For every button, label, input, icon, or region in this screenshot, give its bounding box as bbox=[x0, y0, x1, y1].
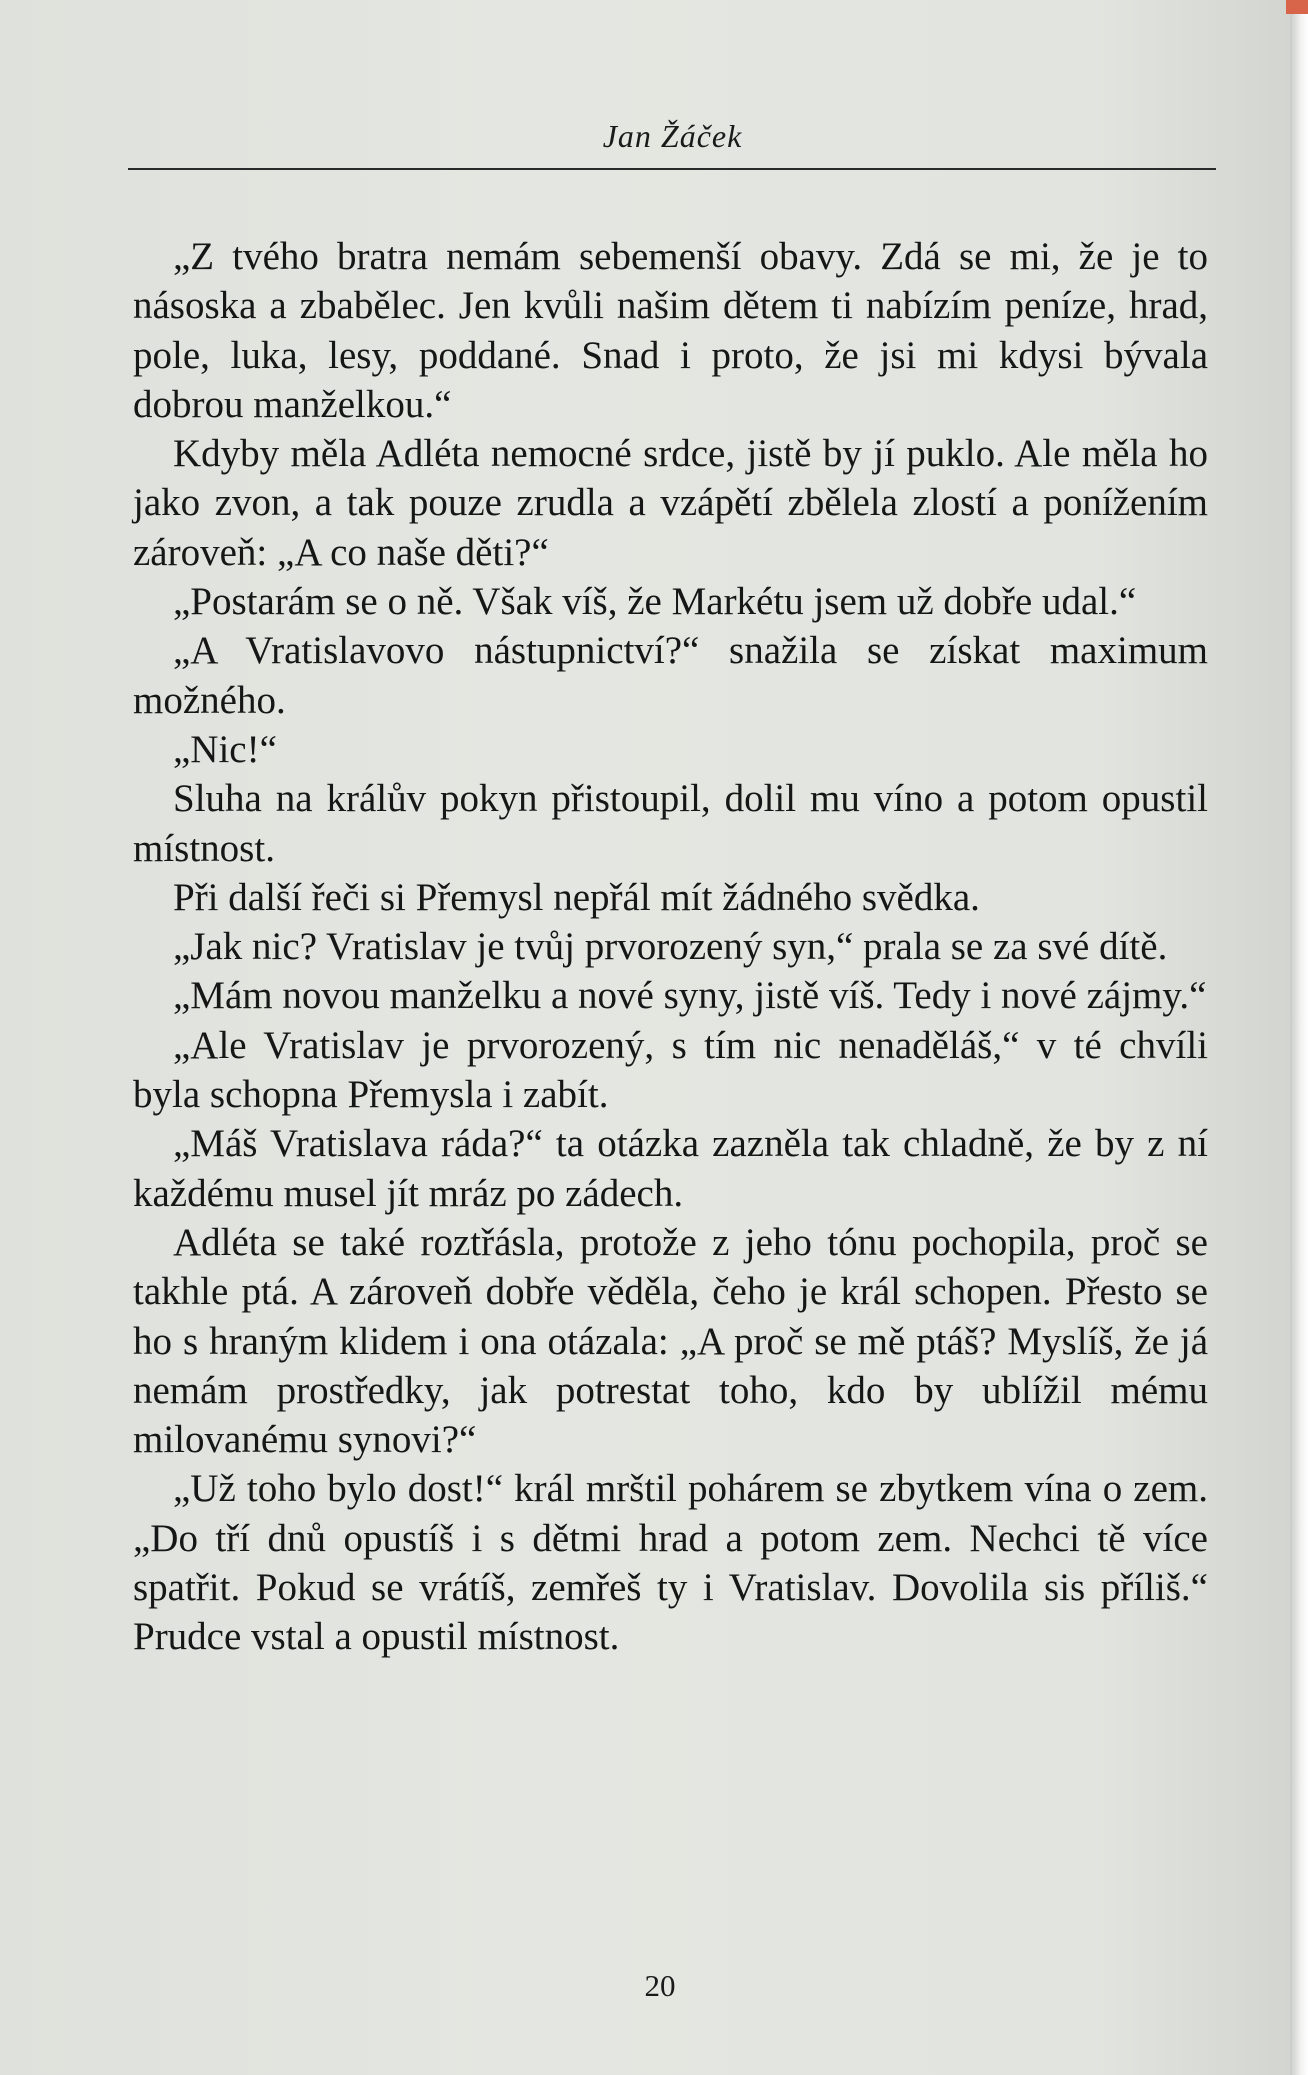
paragraph: „A Vratislavovo nástupnictví?“ snažila se získat maximum možného. bbox=[133, 629, 1208, 722]
paragraph: „Jak nic? Vratislav je tvůj prvorozený syn,“ prala se za své dítě. bbox=[173, 925, 1168, 969]
paragraph: „Ale Vratislav je prvorozený, s tím nic nenaděláš,“ v té chvíli byla schopna Přemysla i zabít. bbox=[133, 1023, 1208, 1117]
paragraph: „Máš Vratislava ráda?“ ta otázka zazněla tak chladně, že by z ní každému musel jít mráz po zádech. bbox=[133, 1122, 1208, 1215]
running-head: Jan Žáček bbox=[602, 118, 743, 154]
paragraph: „Postarám se o ně. Však víš, že Markétu jsem už dobře udal.“ bbox=[173, 580, 1137, 624]
paragraph: Kdyby měla Adléta nemocné srdce, jistě by jí puklo. Ale měla ho jako zvon, a tak pouze zrudla a vzápětí zbělela zlostí a ponížením zároveň: „A co naše děti?“ bbox=[133, 432, 1208, 574]
paragraph: „Z tvého bratra nemám sebemenší obavy. Zdá se mi, že je to násoska a zbabělec. Jen kvůli našim dětem ti nabízím peníze, hrad, pole, luka, lesy, poddané. Snad i proto, že jsi mi kdysi bývala dobrou manželkou.“ bbox=[133, 235, 1208, 426]
paragraph: „Mám novou manželku a nové syny, jistě víš. Tedy i nové zájmy.“ bbox=[173, 974, 1207, 1018]
paragraph: „Už toho bylo dost!“ král mrštil pohárem se zbytkem vína o zem. „Do tří dnů opustíš i s dětmi hrad a potom zem. Nechci tě více spatřit. Pokud se vrátíš, zemřeš ty i Vratislav. Dovolila sis příliš.“ Prudce vstal a opustil místnost. bbox=[133, 1467, 1208, 1659]
corner-mark bbox=[1286, 0, 1308, 14]
paragraph: „Nic!“ bbox=[173, 727, 277, 771]
paragraph: Při další řeči si Přemysl nepřál mít žádného svědka. bbox=[173, 875, 980, 919]
paragraph: Sluha na králův pokyn přistoupil, dolil mu víno a potom opustil místnost. bbox=[133, 777, 1208, 870]
page-number: 20 bbox=[644, 1968, 676, 2003]
paragraph: Adléta se také roztřásla, protože z jeho tónu pochopila, proč se takhle ptá. A zároveň dobře věděla, čeho je král schopen. Přesto se ho s hraným klidem i ona otázala: „A proč se mě ptáš? Myslíš, že já nemám prostředky, jak potrestat toho, kdo by ublížil mému milovanému synovi?“ bbox=[133, 1220, 1208, 1462]
page-edge bbox=[1290, 0, 1308, 2075]
header-rule bbox=[128, 168, 1216, 170]
body-text bbox=[133, 232, 1208, 1662]
